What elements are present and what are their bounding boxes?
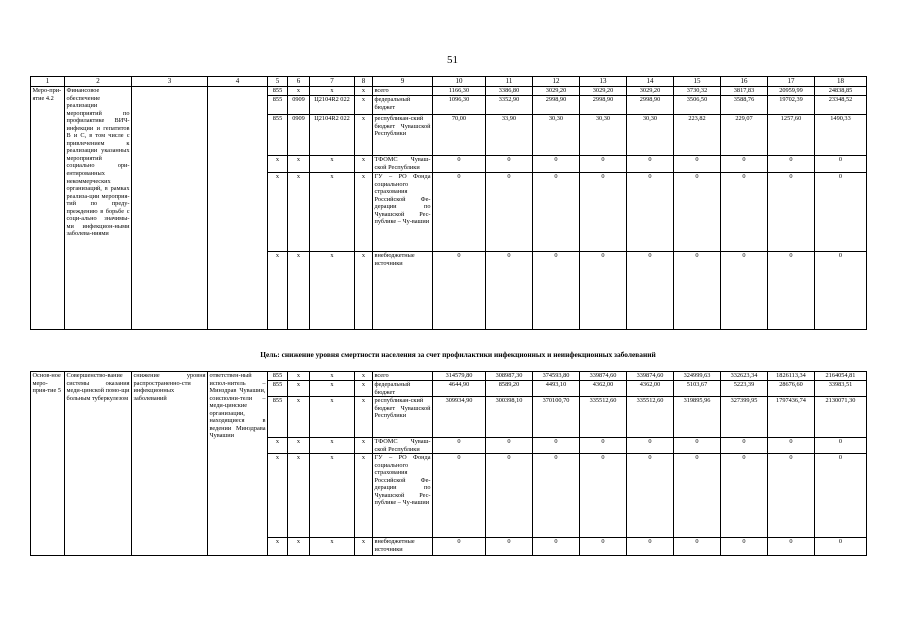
section-cell: x <box>288 87 310 96</box>
executor-cell: ответствен-ный испол-нитель – Минздрав Чувашии, соисполни-тели – меди-цинские организации, находящиеся в ведении Минздрава Чувашии <box>208 372 268 556</box>
section-cell: 0909 <box>288 115 310 156</box>
amount-cell: 0 <box>580 173 627 252</box>
header-cell: 9 <box>373 77 433 87</box>
amount-cell: 28676,60 <box>768 381 815 397</box>
amount-cell: 0 <box>815 538 867 556</box>
amount-cell: 0 <box>674 438 721 454</box>
expense-group-cell: x <box>355 381 373 397</box>
amount-cell: 2998,90 <box>627 96 674 115</box>
amount-cell: 4362,00 <box>580 381 627 397</box>
amount-cell: 0 <box>768 454 815 538</box>
amount-cell: 0 <box>768 156 815 173</box>
expense-group-cell: x <box>355 96 373 115</box>
funding-source-cell: республикан-ский бюджет Чувашской Республики <box>373 397 433 438</box>
amount-cell: 223,82 <box>674 115 721 156</box>
amount-cell: 374593,80 <box>533 372 580 381</box>
amount-cell: 327399,95 <box>721 397 768 438</box>
target-article-cell: x <box>310 372 355 381</box>
table-row <box>31 87 867 96</box>
funding-source-cell: федеральный бюджет <box>373 381 433 397</box>
header-cell: 11 <box>486 77 533 87</box>
amount-cell: 1797436,74 <box>768 397 815 438</box>
amount-cell: 70,00 <box>433 115 486 156</box>
amount-cell: 0 <box>768 538 815 556</box>
block2-body <box>31 372 867 556</box>
amount-cell: 0 <box>721 538 768 556</box>
grbs-cell: 855 <box>268 115 288 156</box>
expense-group-cell: x <box>355 372 373 381</box>
amount-cell: 33983,51 <box>815 381 867 397</box>
executor-cell <box>208 87 268 330</box>
amount-cell: 0 <box>815 252 867 330</box>
amount-cell: 319895,96 <box>674 397 721 438</box>
amount-cell: 0 <box>433 538 486 556</box>
amount-cell: 0 <box>627 252 674 330</box>
section-cell: x <box>288 454 310 538</box>
amount-cell: 0 <box>815 156 867 173</box>
funding-source-cell: внебюджетные источники <box>373 252 433 330</box>
amount-cell: 3029,20 <box>627 87 674 96</box>
target-article-cell: x <box>310 397 355 438</box>
amount-cell: 0 <box>580 438 627 454</box>
amount-cell: 0 <box>580 538 627 556</box>
funding-source-cell: федеральный бюджет <box>373 96 433 115</box>
grbs-cell: x <box>268 156 288 173</box>
amount-cell: 0 <box>580 454 627 538</box>
section-cell: x <box>288 173 310 252</box>
header-cell: 4 <box>208 77 268 87</box>
section-cell: 0909 <box>288 96 310 115</box>
expense-group-cell: x <box>355 538 373 556</box>
header-cell: 12 <box>533 77 580 87</box>
header-cell: 18 <box>815 77 867 87</box>
amount-cell: 19702,39 <box>768 96 815 115</box>
amount-cell: 3730,32 <box>674 87 721 96</box>
amount-cell: 0 <box>433 438 486 454</box>
amount-cell: 8589,20 <box>486 381 533 397</box>
target-article-cell: x <box>310 87 355 96</box>
header-cell: 7 <box>310 77 355 87</box>
header-cell: 1 <box>31 77 65 87</box>
amount-cell: 1096,30 <box>433 96 486 115</box>
expense-group-cell: x <box>355 115 373 156</box>
amount-cell: 4644,90 <box>433 381 486 397</box>
amount-cell: 2164054,81 <box>815 372 867 381</box>
expense-group-cell: x <box>355 252 373 330</box>
amount-cell: 339874,60 <box>580 372 627 381</box>
row-label-cell: Меро-при-ятие 4.2 <box>31 87 65 330</box>
expense-group-cell: x <box>355 156 373 173</box>
amount-cell: 30,30 <box>580 115 627 156</box>
header-cell: 10 <box>433 77 486 87</box>
section-cell: x <box>288 252 310 330</box>
grbs-cell: 855 <box>268 96 288 115</box>
amount-cell: 0 <box>580 156 627 173</box>
amount-cell: 33,90 <box>486 115 533 156</box>
amount-cell: 24838,85 <box>815 87 867 96</box>
amount-cell: 0 <box>674 156 721 173</box>
expense-group-cell: x <box>355 87 373 96</box>
amount-cell: 0 <box>721 454 768 538</box>
amount-cell: 0 <box>533 252 580 330</box>
target-article-cell: x <box>310 438 355 454</box>
header-row <box>31 77 867 87</box>
amount-cell: 5103,67 <box>674 381 721 397</box>
amount-cell: 0 <box>674 252 721 330</box>
header-cell: 8 <box>355 77 373 87</box>
amount-cell: 0 <box>533 156 580 173</box>
grbs-cell: 855 <box>268 372 288 381</box>
target-article-cell: x <box>310 538 355 556</box>
expense-group-cell: x <box>355 397 373 438</box>
amount-cell: 0 <box>674 454 721 538</box>
amount-cell: 0 <box>721 173 768 252</box>
amount-cell: 0 <box>768 173 815 252</box>
funding-source-cell: внебюджетные источники <box>373 538 433 556</box>
amount-cell: 1257,60 <box>768 115 815 156</box>
funding-source-cell: республикан-ский бюджет Чувашской Республики <box>373 115 433 156</box>
amount-cell: 3588,76 <box>721 96 768 115</box>
amount-cell: 0 <box>627 438 674 454</box>
target-article-cell: x <box>310 252 355 330</box>
goal-cell: снижение уровня распространенно-сти инфекционных заболеваний <box>132 372 208 556</box>
amount-cell: 0 <box>674 538 721 556</box>
amount-cell: 0 <box>486 454 533 538</box>
expense-group-cell: x <box>355 438 373 454</box>
amount-cell: 0 <box>486 156 533 173</box>
grbs-cell: x <box>268 454 288 538</box>
funding-source-cell: ТФОМС Чуваш-ской Республики <box>374 156 431 171</box>
section-cell: x <box>288 397 310 438</box>
grbs-cell: 855 <box>268 397 288 438</box>
table-row <box>31 372 867 381</box>
amount-cell: 0 <box>433 252 486 330</box>
amount-cell: 0 <box>433 156 486 173</box>
expense-group-cell: x <box>355 173 373 252</box>
grbs-cell: 855 <box>268 87 288 96</box>
header-cell: 2 <box>65 77 132 87</box>
amount-cell: 0 <box>815 438 867 454</box>
amount-cell: 309934,90 <box>433 397 486 438</box>
amount-cell: 0 <box>815 454 867 538</box>
amount-cell: 332623,34 <box>721 372 768 381</box>
amount-cell: 370100,70 <box>533 397 580 438</box>
grbs-cell: x <box>268 252 288 330</box>
amount-cell: 0 <box>486 538 533 556</box>
target-article-cell: x <box>310 454 355 538</box>
section-cell: x <box>288 381 310 397</box>
amount-cell: 314579,80 <box>433 372 486 381</box>
amount-cell: 0 <box>533 173 580 252</box>
funding-source-cell: всего <box>373 87 433 96</box>
amount-cell: 0 <box>433 173 486 252</box>
amount-cell: 308987,30 <box>486 372 533 381</box>
budget-table-block2 <box>30 371 867 556</box>
header-cell: 3 <box>132 77 208 87</box>
amount-cell: 2998,90 <box>533 96 580 115</box>
block1-body <box>31 87 867 330</box>
amount-cell: 3029,20 <box>580 87 627 96</box>
header-cell: 15 <box>674 77 721 87</box>
grbs-cell: 855 <box>268 381 288 397</box>
funding-source-cell: всего <box>373 372 433 381</box>
amount-cell: 0 <box>768 438 815 454</box>
amount-cell: 2130071,30 <box>815 397 867 438</box>
amount-cell: 0 <box>533 438 580 454</box>
amount-cell: 5223,39 <box>721 381 768 397</box>
amount-cell: 0 <box>533 454 580 538</box>
funding-source-cell: ГУ – РО Фонда социального страхования Российской Фе-дерации по Чувашской Рес-публике – Чу-вашии <box>373 173 433 252</box>
amount-cell: 0 <box>486 173 533 252</box>
amount-cell: 4362,00 <box>627 381 674 397</box>
section-cell: x <box>288 438 310 454</box>
amount-cell: 0 <box>674 173 721 252</box>
amount-cell: 2998,90 <box>580 96 627 115</box>
funding-source-cell: ГУ – РО Фонда социального страхования Российской Фе-дерации по Чувашской Рес-публике – Чу-вашии <box>373 454 433 538</box>
target-article-cell: Ц2104R2 022 <box>310 115 355 156</box>
amount-cell: 1166,30 <box>433 87 486 96</box>
amount-cell: 3506,50 <box>674 96 721 115</box>
amount-cell: 3386,80 <box>486 87 533 96</box>
amount-cell: 335512,60 <box>580 397 627 438</box>
amount-cell: 0 <box>721 438 768 454</box>
grbs-cell: x <box>268 538 288 556</box>
amount-cell: 30,30 <box>533 115 580 156</box>
amount-cell: 335512,60 <box>627 397 674 438</box>
amount-cell: 300398,10 <box>486 397 533 438</box>
section-cell: x <box>288 156 310 173</box>
header-cell: 16 <box>721 77 768 87</box>
amount-cell: 0 <box>486 438 533 454</box>
amount-cell: 0 <box>627 173 674 252</box>
amount-cell: 20959,99 <box>768 87 815 96</box>
amount-cell: 0 <box>433 454 486 538</box>
amount-cell: 0 <box>533 538 580 556</box>
page-number: 51 <box>447 54 458 66</box>
amount-cell: 3029,20 <box>533 87 580 96</box>
goal-cell <box>132 87 208 330</box>
target-article-cell: x <box>310 381 355 397</box>
amount-cell: 324999,63 <box>674 372 721 381</box>
expense-group-cell: x <box>355 454 373 538</box>
amount-cell: 0 <box>721 156 768 173</box>
amount-cell: 23348,52 <box>815 96 867 115</box>
amount-cell: 1490,33 <box>815 115 867 156</box>
header-cell: 17 <box>768 77 815 87</box>
grbs-cell: x <box>268 173 288 252</box>
amount-cell: 229,07 <box>721 115 768 156</box>
amount-cell: 0 <box>768 252 815 330</box>
description-cell: Совершенство-вание системы оказания меди-цинской помо-щи больным туберкулезом <box>65 372 132 556</box>
amount-cell: 0 <box>580 252 627 330</box>
amount-cell: 0 <box>627 538 674 556</box>
amount-cell: 339874,60 <box>627 372 674 381</box>
section-cell: x <box>288 372 310 381</box>
grbs-cell: x <box>268 438 288 454</box>
description-cell: Финансовое обеспечение реализации мероприятий по профилактике ВИЧ-инфекции и гепатитов B и C, в том числе с привлечением к реализации указанных мероприятий социально ори-ентированных некоммерческих организаций, в рамках реализа-ции мероприя-тий по преду-преждению в борьбе с соци-ально значимы-ми инфекцион-ными заболева-ниями <box>65 87 132 330</box>
section-cell: x <box>288 538 310 556</box>
target-article-cell: x <box>310 156 355 173</box>
target-article-cell: x <box>310 173 355 252</box>
amount-cell: 3817,83 <box>721 87 768 96</box>
amount-cell: 1826113,34 <box>768 372 815 381</box>
header-cell: 13 <box>580 77 627 87</box>
amount-cell: 0 <box>627 156 674 173</box>
row-label-cell: Основ-ное меро-прия-тие 5 <box>31 372 65 556</box>
funding-source-cell: ТФОМС Чуваш-ской Республики <box>374 438 431 453</box>
budget-table-block1 <box>30 76 867 330</box>
amount-cell: 0 <box>721 252 768 330</box>
header-cell: 5 <box>268 77 288 87</box>
amount-cell: 3352,90 <box>486 96 533 115</box>
amount-cell: 0 <box>627 454 674 538</box>
target-article-cell: Ц2104R2 022 <box>310 96 355 115</box>
goal-heading: Цель: снижение уровня смертности населения за счет профилактики инфекционных и неинфекционных заболеваний <box>260 350 656 359</box>
amount-cell: 0 <box>486 252 533 330</box>
header-cell: 6 <box>288 77 310 87</box>
amount-cell: 4493,10 <box>533 381 580 397</box>
amount-cell: 0 <box>815 173 867 252</box>
header-cell: 14 <box>627 77 674 87</box>
amount-cell: 30,30 <box>627 115 674 156</box>
